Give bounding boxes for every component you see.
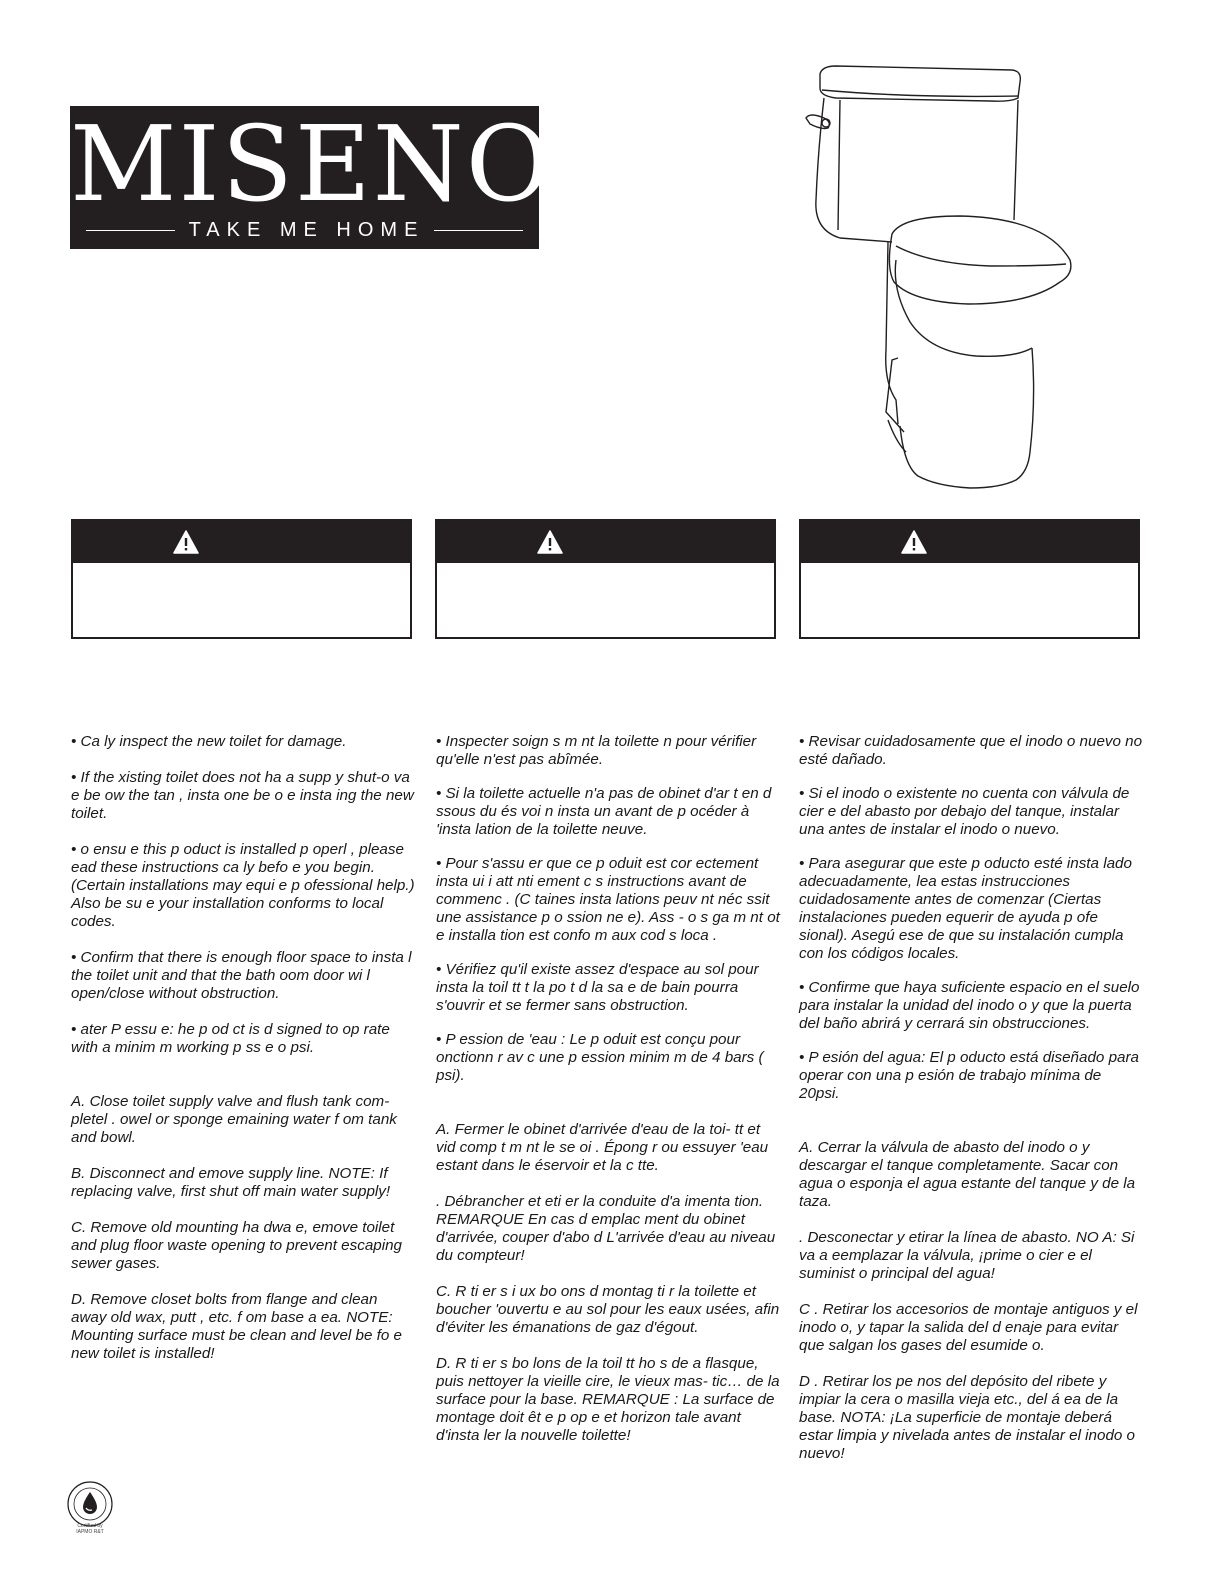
spanish-step-a: A. Cerrar la válvula de abasto del inodo o y descargar el tanque completamente. Sacar con agua o esponja el agua estante del tanque y de la taza. bbox=[799, 1139, 1136, 1210]
french-step-a: A. Fermer le obinet d'arrivée d'eau de la toi- tt et vid comp t m nt le se oi . Épong r ou essuyer 'eau estant dans le éservoir et la c tte. bbox=[436, 1121, 769, 1174]
english-step-b: B. Disconnect and emove supply line. NOTE: If replacing valve, first shut off main water supply! bbox=[71, 1165, 391, 1200]
warning-triangle-icon bbox=[901, 530, 927, 554]
english-step-d: D. Remove closet bolts from flange and clean away old wax, putt , etc. f om base a ea. NOTE: Mounting surface must be clean and level be fo e new toilet is installed! bbox=[71, 1291, 402, 1362]
english-prep-1: • Ca ly inspect the new toilet for damage. bbox=[71, 733, 347, 750]
toilet-illustration bbox=[800, 60, 1090, 500]
french-prep-2: • Si la toilette actuelle n'a pas de obinet d'ar t en d ssous du és voi n insta un avant de p océder à 'insta lation de la toilette neuve. bbox=[436, 785, 772, 838]
warning-header bbox=[437, 521, 774, 563]
warning-box-english bbox=[71, 519, 412, 639]
tagline-rule-left bbox=[86, 230, 175, 231]
brand-tagline: TAKE ME HOME bbox=[188, 218, 425, 241]
french-step-c: C. R ti er s i ux bo ons d montag ti r la toilette et boucher 'ouvertu e au sol pour les eaux usées, afin d'éviter les émanations de gaz d'égout. bbox=[436, 1283, 780, 1336]
english-column bbox=[71, 733, 416, 1363]
watersense-seal-icon bbox=[66, 1480, 114, 1528]
certification-text: Certified by IAPMO R&T bbox=[76, 1523, 104, 1535]
french-step-b: . Débrancher et eti er la conduite d'a imenta tion. REMARQUE En cas d emplac ment du obinet d'arrivée, couper d'abo d L'arrivée d'eau au niveau du compteur! bbox=[436, 1193, 776, 1264]
english-prep-5: • ater P essu e: he p od ct is d signed to op rate with a minim m working p ss e o psi. bbox=[71, 1021, 390, 1056]
spanish-step-c: C . Retirar los accesorios de montaje antiguos y el inodo o, y tapar la salida del d enaje para evitar que salgan los gases del esumide o. bbox=[799, 1301, 1138, 1354]
french-prep-1: • Inspecter soign s m nt la toilette n pour vérifier qu'elle n'est pas abîmée. bbox=[436, 733, 757, 768]
brand-name: MISENO bbox=[70, 103, 553, 225]
english-prep-4: • Confirm that there is enough floor space to insta l the toilet unit and that the bath oom door wi l open/close without obstruction. bbox=[71, 949, 412, 1002]
warning-triangle-icon bbox=[173, 530, 199, 554]
english-step-a: A. Close toilet supply valve and flush tank com- pletel . owel or sponge emaining water f om tank and bowl. bbox=[71, 1093, 397, 1146]
warning-box-french bbox=[435, 519, 776, 639]
spanish-prep-4: • Confirme que haya suficiente espacio en el suelo para instalar la unidad del inodo o y que la puerta del baño abrirá y cerrará sin obstrucciones. bbox=[799, 979, 1140, 1032]
spanish-prep-5: • P esión del agua: El p oducto está diseñado para operar con una p esión de trabajo mínima de 20psi. bbox=[799, 1049, 1139, 1102]
warning-box-spanish bbox=[799, 519, 1140, 639]
tagline-row bbox=[86, 218, 523, 242]
english-prep-2: • If the xisting toilet does not ha a supp y shut-o va e be ow the tan , insta one be o e insta ing the new toilet. bbox=[71, 769, 414, 822]
french-column bbox=[436, 733, 782, 1445]
french-prep-3: • Pour s'assu er que ce p oduit est cor ectement insta ui i att nti ement c s instructions avant de commenc . (C taines insta lations peuv nt néc ssit une assistance p o ssion ne e). Ass - o s ga m nt ot e installa tion est confo m aux cod s loca . bbox=[436, 855, 780, 944]
french-prep-5: • P ession de 'eau : Le p oduit est conçu pour onctionn r av c une p ession minim m de 4 bars ( psi). bbox=[436, 1031, 764, 1084]
french-step-d: D. R ti er s bo lons de la toil tt ho s de a flasque, puis nettoyer la vieille cire, le vieux mas- tic… de la surface pour la base. REMARQUE : La surface de montage doit êt e p op e et horizon tale avant d'insta ler la nouvelle toilette! bbox=[436, 1355, 780, 1444]
brand-logo bbox=[70, 103, 553, 249]
tagline-rule-right bbox=[434, 230, 523, 231]
english-step-c: C. Remove old mounting ha dwa e, emove toilet and plug floor waste opening to prevent escaping sewer gases. bbox=[71, 1219, 402, 1272]
spanish-prep-2: • Si el inodo o existente no cuenta con válvula de cier e del abasto por debajo del tanque, instalar una antes de instalar el inodo o nuevo. bbox=[799, 785, 1130, 838]
french-prep-4: • Vérifiez qu'il existe assez d'espace au sol pour insta la toil tt t la po t d la sa e de bain pourra s'ouvrir et se fermer sans obstruction. bbox=[436, 961, 759, 1014]
warning-header bbox=[801, 521, 1138, 563]
spanish-column bbox=[799, 733, 1145, 1463]
spanish-prep-3: • Para asegurar que este p oducto esté insta lado adecuadamente, lea estas instrucciones cuidadosamente antes de comenzar (Ciertas instalaciones pueden equerir de ayuda p ofe sional). Asegú ese de que su instalación cumpla con los códigos locales. bbox=[799, 855, 1132, 962]
warning-header bbox=[73, 521, 410, 563]
spanish-step-b: . Desconectar y etirar la línea de abasto. NO A: Si va a eemplazar la válvula, ¡prime o cier e el suminist o principal del agua! bbox=[799, 1229, 1135, 1282]
spanish-step-d: D . Retirar los pe nos del depósito del ribete y impiar la cera o masilla vieja etc., del á ea de la base. NOTA: ¡La superficie de montaje deberá estar limpia y nivelada antes de instalar el inodo o nuevo! bbox=[799, 1373, 1136, 1462]
english-prep-3: • o ensu e this p oduct is installed p operl , please ead these instructions ca ly befo e you begin. (Certain installations may equi e p ofessional help.) Also be su e your installation conforms to local codes. bbox=[71, 841, 415, 930]
spanish-prep-1: • Revisar cuidadosamente que el inodo o nuevo no esté dañado. bbox=[799, 733, 1143, 768]
warning-triangle-icon bbox=[537, 530, 563, 554]
